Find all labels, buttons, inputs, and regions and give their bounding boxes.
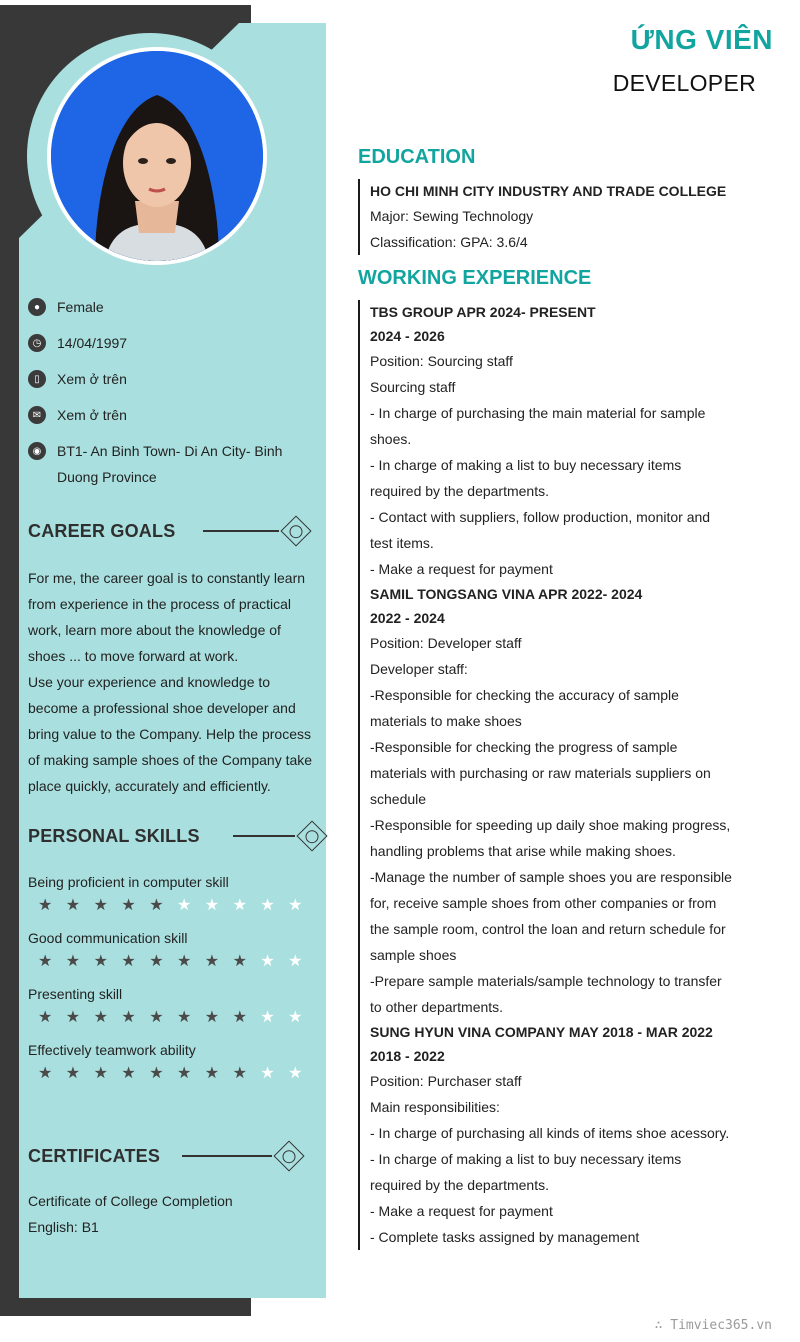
career-goals-title: CAREER GOALS (28, 520, 176, 541)
job-duty: -Responsible for checking the accuracy of sample materials to make shoes (370, 687, 679, 729)
job-duty: - Complete tasks assigned by management (370, 1229, 640, 1245)
location-icon: ◉ (28, 442, 46, 460)
divider (203, 530, 279, 532)
contact-item (28, 438, 318, 490)
career-goals-text (28, 565, 318, 799)
star-empty-icon: ★ (288, 953, 303, 970)
star-filled-icon: ★ (149, 1009, 164, 1026)
divider (182, 1155, 272, 1157)
star-filled-icon: ★ (176, 1065, 192, 1082)
contact-text: Xem ở trên (57, 371, 127, 387)
personal-skills-heading (28, 825, 323, 847)
mail-icon: ✉ (28, 406, 46, 424)
star-filled-icon: ★ (38, 1065, 53, 1082)
job-duty: -Responsible for speeding up daily shoe making progress, handling problems that arise while making shoes. (370, 817, 731, 859)
star-empty-icon: ★ (260, 1009, 275, 1026)
contact-item (28, 330, 318, 356)
contact-list (28, 294, 318, 500)
experience-title: WORKING EXPERIENCE (358, 267, 592, 289)
contact-item (28, 402, 318, 428)
star-filled-icon: ★ (176, 1009, 192, 1026)
skill-rating (38, 1064, 318, 1084)
clock-icon: ◷ (28, 334, 46, 352)
skill-item (28, 926, 318, 972)
star-filled-icon: ★ (38, 1009, 53, 1026)
avatar (47, 47, 267, 265)
skills-list (28, 870, 318, 1094)
phone-icon: ▯ (28, 370, 46, 388)
job-years: 2022 - 2024 (370, 610, 445, 626)
candidate-name: ỨNG VIÊN (630, 24, 773, 55)
star-filled-icon: ★ (176, 953, 192, 970)
star-filled-icon: ★ (121, 953, 136, 970)
certificate-item: English: B1 (28, 1219, 99, 1235)
star-filled-icon: ★ (38, 953, 53, 970)
star-empty-icon: ★ (260, 897, 275, 914)
job-duty: -Prepare sample materials/sample technology to transfer to other departments. (370, 973, 722, 1015)
job-duty: Sourcing staff (370, 379, 456, 395)
star-empty-icon: ★ (260, 953, 275, 970)
job-duty: - In charge of purchasing the main material for sample shoes. (370, 405, 706, 447)
job-company: TBS GROUP APR 2024- PRESENT (370, 304, 596, 320)
career-goals-paragraph: For me, the career goal is to constantly learn from experience in the process of practical work, learn more about the knowledge of shoes ... to move forward at work. (28, 570, 306, 664)
star-filled-icon: ★ (93, 897, 108, 914)
star-empty-icon: ★ (232, 897, 247, 914)
job-duty: - In charge of purchasing all kinds of items shoe acessory. (370, 1125, 730, 1141)
star-filled-icon: ★ (149, 1065, 164, 1082)
education-title: EDUCATION (358, 146, 476, 168)
star-empty-icon: ★ (176, 897, 192, 914)
star-filled-icon: ★ (93, 1065, 108, 1082)
star-filled-icon: ★ (232, 1065, 247, 1082)
star-filled-icon: ★ (65, 953, 81, 970)
star-filled-icon: ★ (232, 953, 247, 970)
divider (233, 835, 295, 837)
contact-item (28, 366, 318, 392)
star-filled-icon: ★ (65, 1065, 81, 1082)
contact-text: 14/04/1997 (57, 335, 128, 351)
personal-skills-title: PERSONAL SKILLS (28, 825, 200, 846)
candidate-role: DEVELOPER (612, 70, 756, 96)
person-icon: ● (28, 298, 46, 316)
skill-item (28, 982, 318, 1028)
star-empty-icon: ★ (288, 897, 303, 914)
education-block (358, 179, 738, 255)
star-filled-icon: ★ (65, 1009, 81, 1026)
job-duty: - Make a request for payment (370, 561, 553, 577)
job-duty: -Responsible for checking the progress of sample materials with purchasing or raw materials suppliers on schedule (370, 739, 711, 807)
star-filled-icon: ★ (121, 1009, 136, 1026)
contact-text: Xem ở trên (57, 407, 127, 423)
skill-name: Presenting skill (28, 986, 123, 1002)
star-filled-icon: ★ (204, 1009, 220, 1026)
star-filled-icon: ★ (149, 897, 164, 914)
star-filled-icon: ★ (232, 1009, 247, 1026)
skill-item (28, 1038, 318, 1084)
education-major: Major: Sewing Technology (370, 208, 534, 224)
certificate-item: Certificate of College Completion (28, 1193, 233, 1209)
job-duty: - Contact with suppliers, follow production, monitor and test items. (370, 509, 711, 551)
watermark: ∴ Timviec365.vn (654, 1318, 772, 1333)
star-filled-icon: ★ (93, 1009, 108, 1026)
skill-rating (38, 896, 318, 916)
job-position: Position: Sourcing staff (370, 353, 513, 369)
skill-name: Good communication skill (28, 930, 188, 946)
contact-text: BT1- An Binh Town- Di An City- Binh Duong Province (57, 443, 283, 485)
job-duty: -Manage the number of sample shoes you are responsible for, receive sample shoes from other companies or from the sample room, control the loan and return schedule for sample shoes (370, 869, 732, 963)
diamond-icon (274, 1140, 305, 1171)
star-filled-icon: ★ (204, 953, 220, 970)
certificates-title: CERTIFICATES (28, 1145, 161, 1166)
job-position: Position: Purchaser staff (370, 1073, 522, 1089)
certificates-heading (28, 1145, 300, 1167)
skill-rating (38, 952, 318, 972)
skill-rating (38, 1008, 318, 1028)
star-empty-icon: ★ (204, 897, 220, 914)
career-goals-heading (28, 520, 307, 542)
star-empty-icon: ★ (288, 1065, 303, 1082)
certificates-list (28, 1188, 318, 1240)
star-filled-icon: ★ (149, 953, 164, 970)
skill-name: Being proficient in computer skill (28, 874, 229, 890)
job-duty: - In charge of making a list to buy necessary items required by the departments. (370, 457, 682, 499)
star-filled-icon: ★ (121, 1065, 136, 1082)
school-name: HO CHI MINH CITY INDUSTRY AND TRADE COLLEGE (370, 183, 727, 199)
job-duty: - In charge of making a list to buy necessary items required by the departments. (370, 1151, 682, 1193)
job-company: SAMIL TONGSANG VINA APR 2022- 2024 (370, 586, 643, 602)
job-duty: Developer staff: (370, 661, 468, 677)
star-filled-icon: ★ (93, 953, 108, 970)
star-empty-icon: ★ (288, 1009, 303, 1026)
career-goals-paragraph: Use your experience and knowledge to become a professional shoe developer and bring value to the Company. Help the process of making sample shoes of the Company take place quickly, accurately and efficiently. (28, 674, 313, 794)
job-years: 2018 - 2022 (370, 1048, 445, 1064)
star-filled-icon: ★ (121, 897, 136, 914)
job-duty: Main responsibilities: (370, 1099, 500, 1115)
job-years: 2024 - 2026 (370, 328, 445, 344)
diamond-icon (296, 820, 327, 851)
star-filled-icon: ★ (38, 897, 53, 914)
job-duty: - Make a request for payment (370, 1203, 553, 1219)
education-classification: Classification: GPA: 3.6/4 (370, 234, 528, 250)
skill-item (28, 870, 318, 916)
star-filled-icon: ★ (204, 1065, 220, 1082)
star-filled-icon: ★ (65, 897, 81, 914)
skill-name: Effectively teamwork ability (28, 1042, 196, 1058)
star-empty-icon: ★ (260, 1065, 275, 1082)
job-position: Position: Developer staff (370, 635, 522, 651)
diamond-icon (281, 515, 312, 546)
job-company: SUNG HYUN VINA COMPANY MAY 2018 - MAR 2022 (370, 1024, 713, 1040)
contact-item (28, 294, 318, 320)
experience-block (358, 300, 733, 1250)
contact-text: Female (57, 299, 104, 315)
